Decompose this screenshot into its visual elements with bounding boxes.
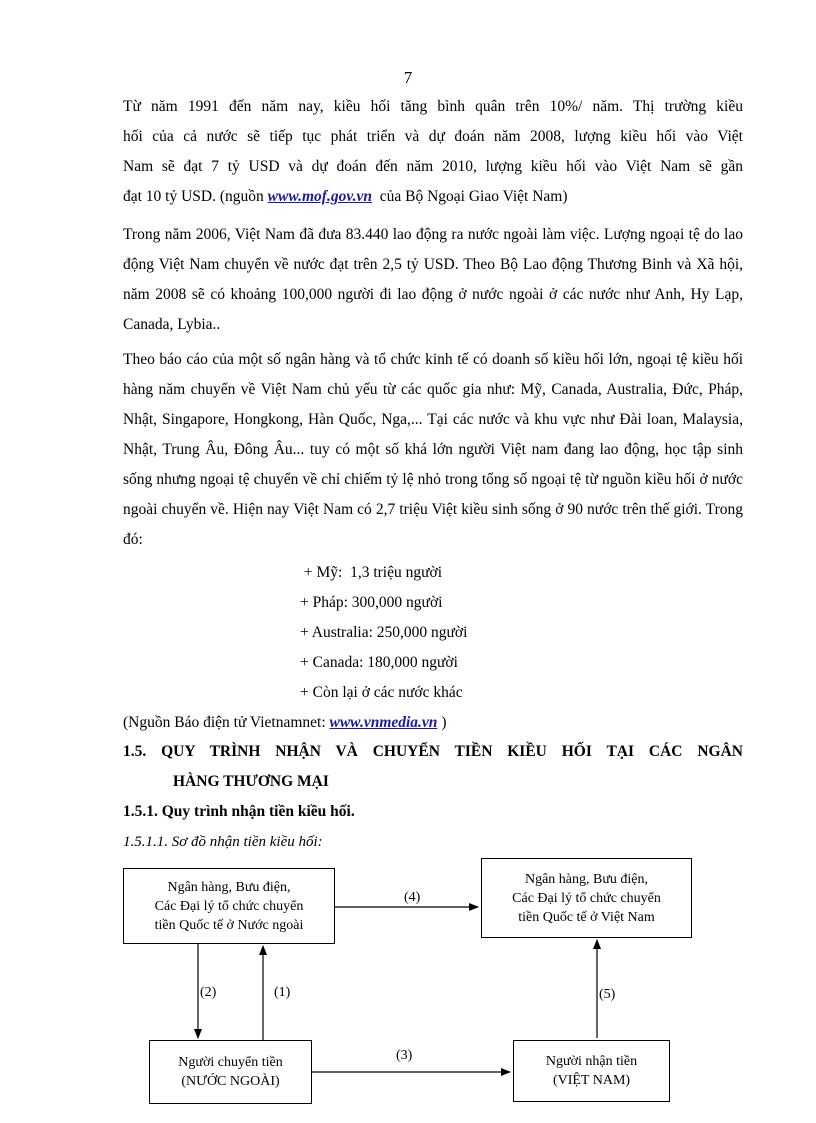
subsubsection-heading: 1.5.1.1. Sơ đồ nhận tiền kiều hối: (123, 834, 323, 850)
source-text: (Nguồn Báo điện tử Vietnamnet: (123, 714, 330, 731)
list-item: + Còn lại ở các nước khác (300, 684, 463, 701)
mof-link[interactable]: www.mof.gov.vn (267, 188, 373, 205)
box-text: Các Đại lý tổ chức chuyển (512, 890, 661, 906)
list-item: + Mỹ: 1,3 triệu người (300, 564, 443, 581)
box-vn-institutions (481, 858, 692, 938)
source-text: ) (437, 714, 447, 731)
list-item: + Canada: 180,000 người (300, 654, 458, 671)
arrow-label-3: (3) (396, 1048, 413, 1063)
list-item: + Australia: 250,000 người (300, 624, 468, 641)
paragraph-line: Từ năm 1991 đến năm nay, kiều hối tăng bình quân trên 10%/ năm. Thị trường kiều (123, 98, 743, 115)
box-sender (149, 1040, 312, 1104)
arrow-label-4: (4) (404, 890, 421, 905)
section-heading-line: HÀNG THƯƠNG MẠI (173, 773, 329, 790)
box-text: Ngân hàng, Bưu điện, (167, 879, 291, 895)
paragraph-line: Nam sẽ đạt 7 tỷ USD và dự đoán đến năm 2010, lượng kiều hối vào Việt Nam sẽ gần (123, 158, 743, 175)
box-text: (VIỆT NAM) (552, 1073, 631, 1088)
list-item: + Pháp: 300,000 người (300, 594, 443, 611)
paragraph-text: đạt 10 tỷ USD. (nguồn (123, 188, 268, 205)
box-text: Người nhận tiền (545, 1054, 638, 1069)
paragraph-labor-export: Trong năm 2006, Việt Nam đã đưa 83.440 lao động ra nước ngoài làm việc. Lượng ngoại tệ do lao động Việt Nam chuyển về nước đạt trên 2,5 tỷ USD. Theo Bộ Lao động Thương Binh và Xã hội, năm 2008 sẽ có khoảng 100,000 người đi lao động ở nước ngoài ở các nước như Anh, Hy Lạp, Canada, Lybia.. (123, 226, 743, 333)
box-text: Ngân hàng, Bưu điện, (524, 871, 649, 887)
box-text: tiền Quốc tế ở Nước ngoài (154, 917, 304, 933)
page-number: 7 (403, 68, 413, 87)
arrow-label-1: (1) (274, 985, 291, 1000)
box-text: Người chuyển tiền (178, 1055, 283, 1070)
box-text: Các Đại lý tổ chức chuyển (154, 898, 304, 914)
box-text: (NƯỚC NGOÀI) (181, 1074, 280, 1089)
section-heading-line: 1.5. QUY TRÌNH NHẬN VÀ CHUYỂN TIỀN KIỀU HỐI TẠI CÁC NGÂN (123, 743, 743, 760)
box-text: tiền Quốc tế ở Việt Nam (518, 909, 655, 925)
paragraph-line: hối của cả nước sẽ tiếp tục phát triển và dự đoán năm 2008, lượng kiều hối vào Việt (123, 128, 743, 145)
arrow-label-5: (5) (599, 987, 616, 1002)
paragraph-remittance-sources: Theo báo cáo của một số ngân hàng và tổ chức kinh tế có doanh số kiều hối lớn, ngoại tệ kiều hối hàng năm chuyển về Việt Nam chủ yếu từ các quốc gia như: Mỹ, Canada, Australia, Đức, Pháp, Nhật, Singapore, Hongkong, Hàn Quốc, Nga,... Tại các nước và khu vực như Đài loan, Malaysia, Nhật, Trung Âu, Đông Âu... tuy có một số khá lớn người Việt nam đang lao động, học tập sinh sống nhưng ngoại tệ chuyển về chỉ chiếm tỷ lệ nhỏ trong tổng số ngoại tệ từ nguồn kiều hối ở nước ngoài chuyển về. Hiện nay Việt Nam có 2,7 triệu Việt kiều sinh sống ở 90 nước trên thế giới. Trong đó: (123, 351, 743, 548)
arrow-label-2: (2) (200, 985, 217, 1000)
subsection-heading: 1.5.1. Quy trình nhận tiền kiều hối. (123, 803, 355, 820)
box-receiver (513, 1040, 670, 1102)
box-foreign-institutions (123, 868, 335, 944)
paragraph-text: của Bộ Ngoại Giao Việt Nam) (372, 188, 568, 205)
vnmedia-link[interactable]: www.vnmedia.vn (329, 714, 438, 731)
